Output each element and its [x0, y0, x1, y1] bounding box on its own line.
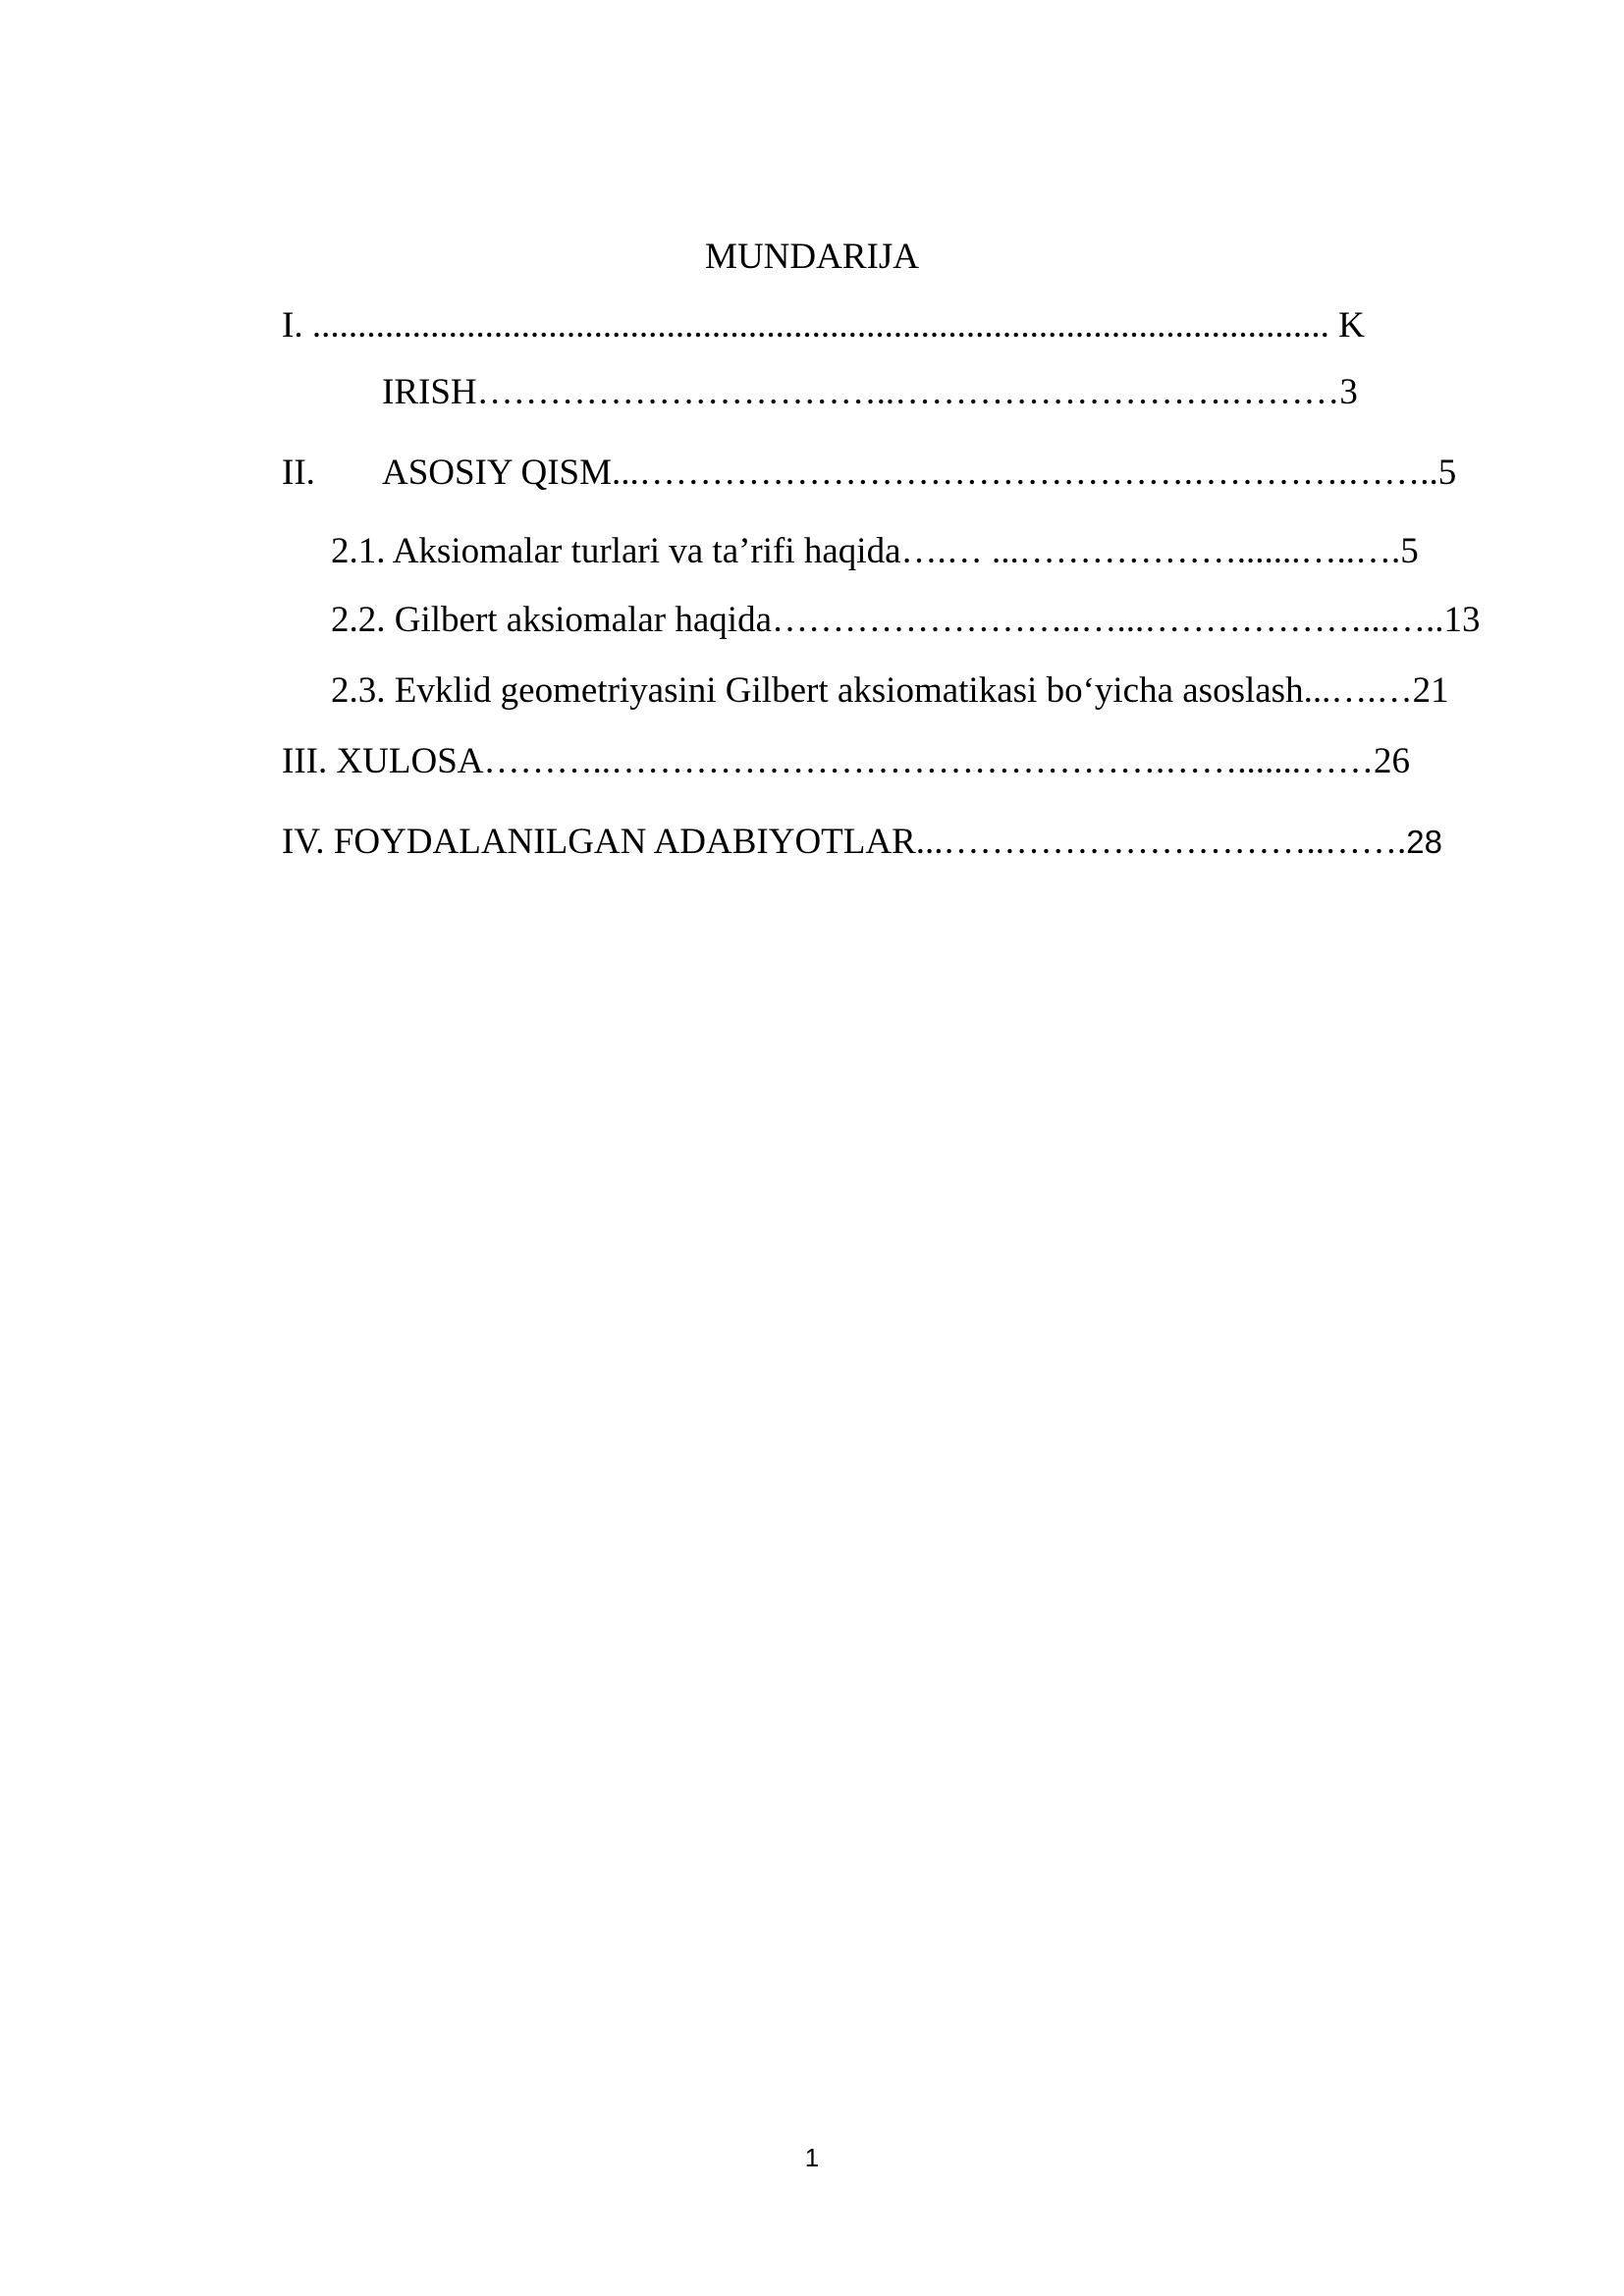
toc-entry-number: II. [282, 453, 315, 493]
toc-entry-references [282, 821, 1442, 864]
toc-entry-text: III. XULOSA………..……………………………………….…….......……26 [282, 741, 1411, 781]
toc-entry-2-1 [331, 530, 1419, 573]
toc-entry-main-part-number [282, 452, 315, 495]
toc-entry-page: 28 [1406, 824, 1442, 860]
toc-entry-2-2 [331, 599, 1481, 642]
page-number: 1 [804, 2143, 820, 2172]
toc-entry-conclusion [282, 740, 1410, 783]
toc-entry-text: IV. FOYDALANILGAN ADABIYOTLAR...…………………………..……. [282, 822, 1407, 862]
toc-entry-text: ASOSIY QISM...……………………………………….………….……..5 [382, 453, 1457, 493]
toc-entry-text: 2.3. Evklid geometriyasini Gilbert aksiomatikasi bo‘yicha asoslash...….…21 [331, 670, 1449, 711]
toc-entry-2-3 [331, 669, 1449, 713]
toc-entry-text: I. ................................................................................................................ K [282, 305, 1365, 346]
toc-entry-main-part [382, 452, 1456, 495]
toc-entry-text: 2.1. Aksiomalar turlari va ta’rifi haqida….… ...……………….......…..….5 [331, 531, 1419, 571]
toc-entry-text: IRISH……………………………..……………………….………3 [382, 372, 1358, 412]
toc-entry-introduction-line2 [382, 371, 1358, 414]
toc-entry-introduction-line1 [282, 304, 1365, 347]
toc-entry-text: 2.2. Gilbert aksiomalar haqida……………………..…...………………...…..13 [331, 600, 1481, 640]
page-title: MUNDARIJA [705, 237, 919, 277]
